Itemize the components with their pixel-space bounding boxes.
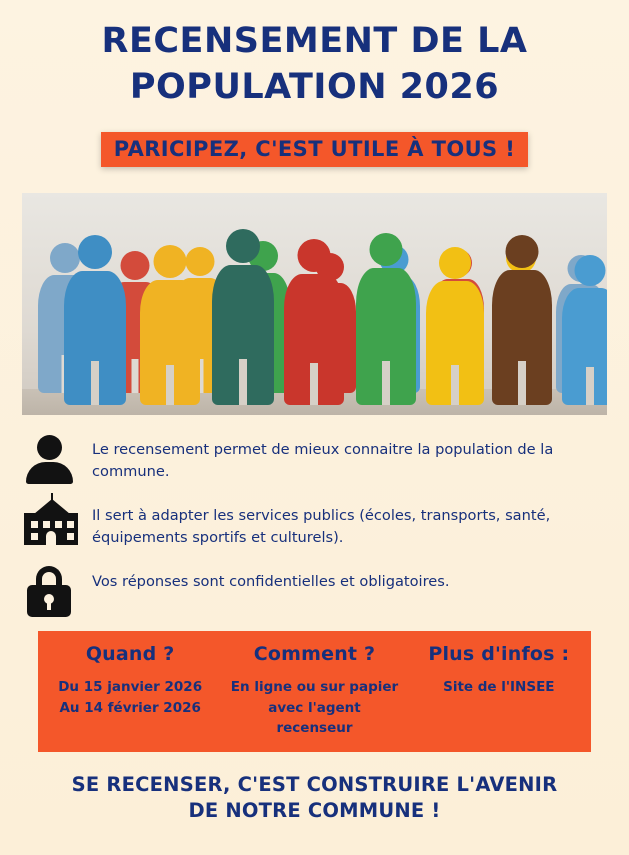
figure-head — [298, 239, 331, 272]
figure-leg-gap — [382, 361, 390, 405]
figure-front-6 — [426, 247, 484, 405]
figure-leg-gap — [91, 361, 99, 405]
bullet-item-population — [22, 433, 607, 485]
title-line-2: POPULATION 2026 — [129, 67, 500, 108]
school-icon-door — [46, 531, 56, 545]
page-title — [0, 0, 629, 110]
figure-front-4 — [284, 239, 344, 405]
subtitle-banner: PARICIPEZ, C'EST UTILE À TOUS ! — [101, 132, 529, 167]
person-icon — [22, 433, 80, 485]
school-icon-window — [55, 521, 62, 528]
lock-icon-keyhole-stem — [47, 601, 51, 610]
school-icon-window — [31, 533, 38, 540]
figure-head — [370, 233, 403, 266]
info-heading-comment: Comment ? — [253, 643, 376, 666]
figure-leg-gap — [132, 359, 139, 393]
figure-leg-gap — [310, 363, 318, 405]
bullet-text-population: Le recensement permet de mieux connaitre la population de la commune. — [92, 441, 554, 480]
info-line-comment-2: avec l'agent recenseur — [268, 699, 361, 736]
figure-front-2 — [140, 245, 200, 405]
info-heading-quand: Quand ? — [85, 643, 175, 666]
figure-front-7 — [492, 235, 552, 405]
figure-front-5 — [356, 233, 416, 405]
figure-head — [506, 235, 539, 268]
title-line-1: RECENSEMENT DE LA — [101, 21, 528, 61]
figure-leg-gap — [586, 367, 594, 405]
figure-front-1 — [64, 235, 126, 405]
footer-slogan — [0, 772, 629, 825]
photo-figurines — [22, 193, 607, 415]
figure-leg-gap — [239, 359, 247, 405]
figure-head — [78, 235, 112, 269]
figure-head — [226, 229, 260, 263]
figure-head — [575, 255, 606, 286]
lock-icon — [22, 565, 80, 617]
school-icon-roof — [34, 499, 70, 514]
info-line-quand-1: Du 15 janvier 2026 — [58, 679, 203, 696]
figure-head — [439, 247, 471, 279]
info-line-comment-1: En ligne ou sur papier — [230, 679, 399, 696]
bullet-list — [22, 433, 607, 617]
school-icon-window — [31, 521, 38, 528]
footer-line-1: SE RECENSER, C'EST CONSTRUIRE L'AVENIR — [71, 773, 558, 797]
figure-leg-gap — [518, 361, 526, 405]
figure-leg-gap — [451, 365, 459, 405]
school-building-icon — [22, 499, 80, 551]
figure-head — [154, 245, 187, 278]
footer-line-2: DE NOTRE COMMUNE ! — [188, 799, 441, 823]
school-icon-window — [67, 533, 74, 540]
school-icon-window — [67, 521, 74, 528]
bullet-item-confidentiality — [22, 565, 607, 617]
info-column-plus-infos — [407, 643, 591, 738]
info-line-quand-2: Au 14 février 2026 — [59, 699, 201, 716]
info-column-quand — [38, 643, 222, 738]
figure-front-8 — [562, 255, 607, 405]
info-line-plus-infos-1: Site de l'INSEE — [443, 679, 555, 696]
info-heading-plus-infos: Plus d'infos : — [428, 643, 570, 666]
person-icon-body — [26, 462, 73, 484]
school-icon-window — [43, 521, 50, 528]
bullet-text-confidentiality: Vos réponses sont confidentielles et obligatoires. — [92, 573, 450, 591]
figure-leg-gap — [166, 365, 174, 405]
figure-body — [562, 288, 607, 405]
person-icon-head — [37, 435, 62, 460]
info-column-comment — [222, 643, 406, 738]
subtitle-container — [0, 132, 629, 167]
info-box — [38, 631, 591, 752]
figure-front-3 — [212, 229, 274, 405]
bullet-item-services — [22, 499, 607, 551]
bullet-text-services: Il sert à adapter les services publics (écoles, transports, santé, équipements sportifs et culturels). — [92, 507, 551, 546]
